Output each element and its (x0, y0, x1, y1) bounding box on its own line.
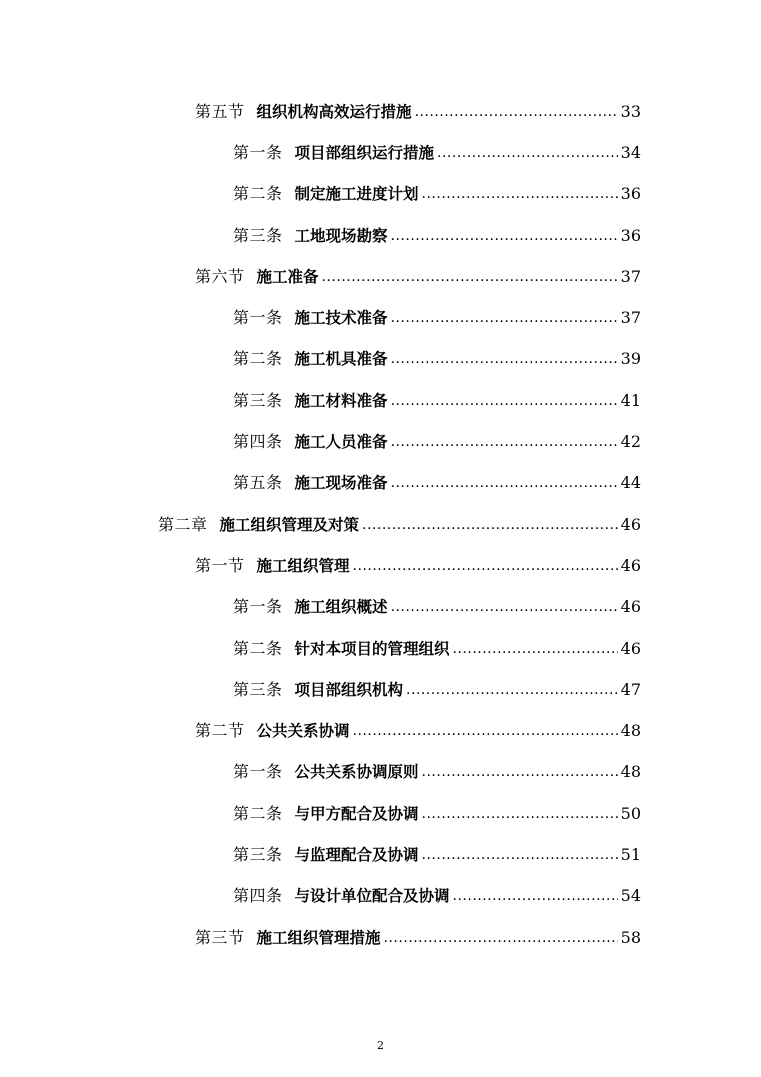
toc-entry[interactable] (0, 297, 761, 338)
toc-entry-label: 第五条 (233, 473, 283, 493)
toc-entry[interactable] (0, 834, 761, 875)
toc-entry[interactable] (0, 463, 761, 504)
toc-entry-page-number: 58 (620, 927, 641, 947)
toc-entry[interactable] (0, 587, 761, 628)
dot-leader (415, 102, 618, 122)
dot-leader (391, 473, 618, 493)
toc-entry-page-number: 42 (620, 432, 641, 452)
dot-leader (391, 597, 618, 617)
dot-leader (391, 349, 618, 369)
toc-entry-page-number: 48 (620, 762, 641, 782)
toc-entry-title: 制定施工进度计划 (294, 185, 419, 204)
toc-entry[interactable] (0, 876, 761, 917)
table-of-contents (0, 91, 761, 958)
toc-entry-title: 施工组织管理 (256, 556, 350, 575)
toc-entry-label: 第三条 (233, 844, 283, 864)
toc-entry[interactable] (0, 215, 761, 256)
toc-entry-page-number: 54 (620, 886, 641, 906)
toc-entry-label: 第三节 (195, 927, 245, 947)
toc-entry-page-number: 47 (620, 679, 641, 699)
toc-entry-title: 施工技术准备 (294, 309, 388, 328)
toc-entry-page-number: 51 (620, 844, 641, 864)
toc-entry-label: 第二条 (233, 349, 283, 369)
toc-entry[interactable] (0, 710, 761, 751)
dot-leader (453, 886, 618, 906)
dot-leader (422, 762, 618, 782)
toc-entry-title: 施工现场准备 (294, 474, 388, 493)
toc-entry[interactable] (0, 339, 761, 380)
toc-entry-title: 施工组织管理及对策 (219, 515, 360, 534)
dot-leader (453, 639, 618, 659)
toc-entry-label: 第一条 (233, 762, 283, 782)
toc-entry-page-number: 36 (620, 184, 641, 204)
toc-entry-label: 第一条 (233, 142, 283, 162)
toc-entry-label: 第一节 (195, 555, 245, 575)
dot-leader (422, 184, 618, 204)
toc-entry-label: 第四条 (233, 886, 283, 906)
toc-entry-page-number: 34 (620, 142, 641, 162)
toc-entry[interactable] (0, 504, 761, 545)
dot-leader (391, 391, 618, 411)
toc-entry[interactable] (0, 669, 761, 710)
dot-leader (437, 143, 618, 163)
toc-entry[interactable] (0, 545, 761, 586)
toc-entry-title: 施工组织管理措施 (256, 928, 381, 947)
toc-entry-title: 针对本项目的管理组织 (294, 639, 450, 658)
toc-entry[interactable] (0, 132, 761, 173)
toc-entry-page-number: 46 (620, 638, 641, 658)
toc-entry-page-number: 50 (620, 803, 641, 823)
toc-entry-title: 施工准备 (256, 267, 319, 286)
page-number: 2 (377, 1039, 384, 1052)
toc-entry-label: 第二条 (233, 184, 283, 204)
dot-leader (322, 267, 618, 287)
toc-entry-page-number: 46 (620, 555, 641, 575)
toc-entry-label: 第一条 (233, 308, 283, 328)
toc-entry[interactable] (0, 256, 761, 297)
toc-entry-title: 公共关系协调原则 (294, 763, 419, 782)
toc-entry-page-number: 33 (620, 101, 641, 121)
toc-entry-title: 与甲方配合及协调 (294, 804, 419, 823)
dot-leader (391, 432, 618, 452)
toc-entry[interactable] (0, 421, 761, 462)
toc-entry-page-number: 44 (620, 473, 641, 493)
toc-entry-title: 组织机构高效运行措施 (256, 102, 412, 121)
toc-entry-title: 公共关系协调 (256, 722, 350, 741)
toc-entry-title: 工地现场勘察 (294, 226, 388, 245)
toc-entry[interactable] (0, 628, 761, 669)
dot-leader (406, 680, 618, 700)
toc-entry-title: 施工人员准备 (294, 433, 388, 452)
toc-entry-page-number: 46 (620, 514, 641, 534)
toc-entry-title: 项目部组织机构 (294, 680, 404, 699)
toc-entry-title: 与设计单位配合及协调 (294, 887, 450, 906)
toc-entry[interactable] (0, 917, 761, 958)
toc-entry-label: 第一条 (233, 597, 283, 617)
dot-leader (384, 928, 618, 948)
toc-entry-label: 第四条 (233, 432, 283, 452)
toc-entry-page-number: 41 (620, 390, 641, 410)
toc-entry-title: 与监理配合及协调 (294, 845, 419, 864)
dot-leader (391, 308, 618, 328)
toc-entry-page-number: 48 (620, 721, 641, 741)
toc-entry-title: 施工机具准备 (294, 350, 388, 369)
toc-entry[interactable] (0, 174, 761, 215)
dot-leader (422, 804, 618, 824)
toc-entry[interactable] (0, 793, 761, 834)
dot-leader (422, 845, 618, 865)
toc-entry-title: 项目部组织运行措施 (294, 143, 435, 162)
toc-entry-page-number: 46 (620, 597, 641, 617)
toc-entry-page-number: 37 (620, 308, 641, 328)
toc-entry-page-number: 37 (620, 266, 641, 286)
toc-entry-label: 第三条 (233, 390, 283, 410)
toc-entry[interactable] (0, 91, 761, 132)
toc-entry[interactable] (0, 380, 761, 421)
toc-entry-label: 第二节 (195, 721, 245, 741)
toc-entry-label: 第二条 (233, 803, 283, 823)
toc-entry-label: 第三条 (233, 225, 283, 245)
dot-leader (362, 515, 618, 535)
toc-entry-label: 第二条 (233, 638, 283, 658)
dot-leader (353, 556, 618, 576)
toc-entry-page-number: 36 (620, 225, 641, 245)
toc-entry-label: 第二章 (158, 514, 208, 534)
toc-entry-title: 施工组织概述 (294, 598, 388, 617)
toc-entry-label: 第五节 (195, 101, 245, 121)
dot-leader (391, 226, 618, 246)
toc-entry-label: 第三条 (233, 679, 283, 699)
toc-entry-title: 施工材料准备 (294, 391, 388, 410)
toc-entry-page-number: 39 (620, 349, 641, 369)
toc-entry[interactable] (0, 752, 761, 793)
dot-leader (353, 721, 618, 741)
toc-entry-label: 第六节 (195, 266, 245, 286)
